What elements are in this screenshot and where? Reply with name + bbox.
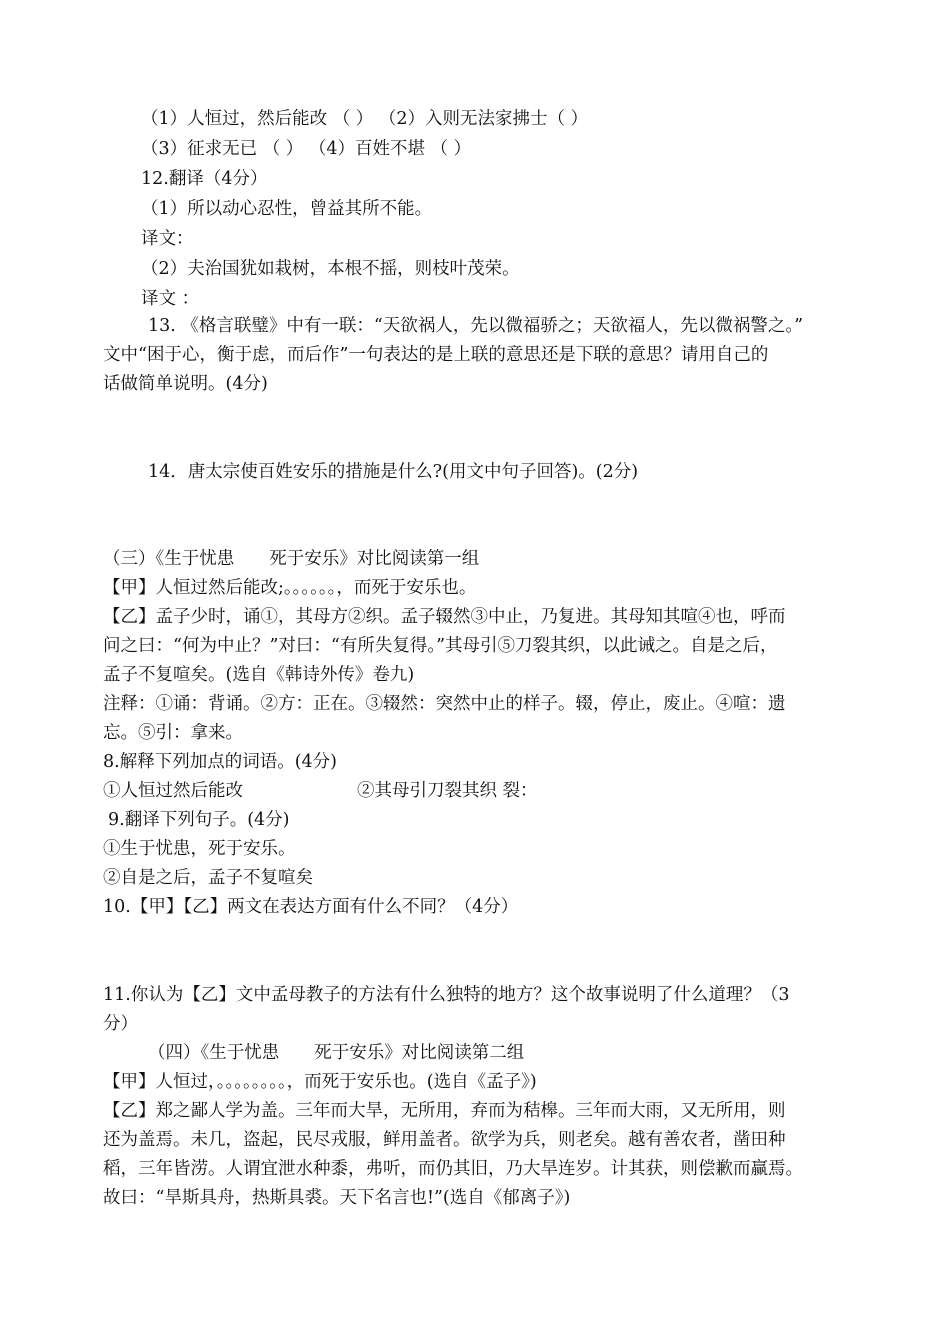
q9-item1: ①生于忧患，死于安乐。 <box>103 839 296 859</box>
section-four-jia: 【甲】人恒过，。。。。。。。。，而死于安乐也。(选自《孟子》) <box>103 1072 537 1092</box>
section-three-title: （三）《生于忧患 死于安乐》对比阅读第一组 <box>103 549 480 569</box>
q12-answer2: 译文 ： <box>141 289 200 309</box>
section-four-yi-line1: 【乙】郑之鄙人学为盖。三年而大旱，无所用，弃而为秸槔。三年而大雨，又无所用，则 <box>103 1101 786 1121</box>
section-four-yi-line3: 稻，三年皆涝。人谓宜泄水种黍，弗听，而仍其旧，乃大旱连岁。计其获，则偿歉而赢焉。 <box>103 1159 803 1179</box>
q8-item2: ②其母引刀裂其织 裂： <box>357 781 538 801</box>
q13-line1: 13. 《格言联璧》中有一联：“天欲祸人，先以微福骄之；天欲福人，先以微祸警之。” <box>148 316 804 336</box>
q10: 10.【甲】【乙】两文在表达方面有什么不同？（4分） <box>103 897 519 917</box>
section-three-yi-line3: 孟子不复喧矣。(选自《韩诗外传》卷九) <box>103 665 415 685</box>
q13-line3: 话做简单说明。(4分) <box>103 374 268 394</box>
q12-answer1: 译文： <box>141 229 194 249</box>
section-four-yi-line2: 还为盖焉。未几，盗起，民尽戎服，鲜用盖者。欲学为兵，则老矣。越有善农者，凿田种 <box>103 1130 786 1150</box>
section-three-yi-line1: 【乙】孟子少时，诵①，其母方②织。孟子辍然③中止，乃复进。其母知其喧④也，呼而 <box>103 607 786 627</box>
section-three-yi-line2: 问之曰：“何为中止？”对曰：“有所失复得。”其母引⑤刀裂其织，以此诫之。自是之后， <box>103 636 778 656</box>
q11-line2: 分） <box>103 1014 138 1034</box>
section-three-note-line2: 忘。⑤引：拿来。 <box>103 723 243 743</box>
section-four-yi-line4: 故曰：“旱斯具舟，热斯具裘。天下名言也!”(选自《郁离子》) <box>103 1188 571 1208</box>
q11-items-line1: （1）人恒过，然后能改 （ ） （2）入则无法家拂士（ ） <box>141 109 589 129</box>
q11-items-line2: （3）征求无已 （ ） （4）百姓不堪 （ ） <box>141 139 472 159</box>
q14: 14．唐太宗使百姓安乐的措施是什么?(用文中句子回答)。(2分) <box>148 462 639 482</box>
q12-item1: （1）所以动心忍性，曾益其所不能。 <box>141 199 433 219</box>
q9-item2: ②自是之后，孟子不复喧矣 <box>103 868 313 888</box>
q13-line2: 文中“困于心，衡于虑，而后作”一句表达的是上联的意思还是下联的意思？请用自己的 <box>103 345 769 365</box>
q12-heading: 12.翻译（4分） <box>141 169 268 189</box>
section-three-note-line1: 注释：①诵：背诵。②方：正在。③辍然：突然中止的样子。辍，停止，废止。④喧：遗 <box>103 694 786 714</box>
q8-item1: ①人恒过然后能改 <box>103 781 243 801</box>
q12-item2: （2）夫治国犹如栽树，本根不摇，则枝叶茂荣。 <box>141 259 520 279</box>
section-three-jia: 【甲】人恒过然后能改;。。。。。。，而死于安乐也。 <box>103 578 477 598</box>
q11-line1: 11.你认为【乙】文中孟母教子的方法有什么独特的地方？这个故事说明了什么道理？（3 <box>103 985 790 1005</box>
q8-heading: 8.解释下列加点的词语。(4分) <box>103 752 337 772</box>
q9-heading: 9.翻译下列句子。(4分) <box>108 810 290 830</box>
section-four-title: （四）《生于忧患 死于安乐》对比阅读第二组 <box>148 1043 525 1063</box>
